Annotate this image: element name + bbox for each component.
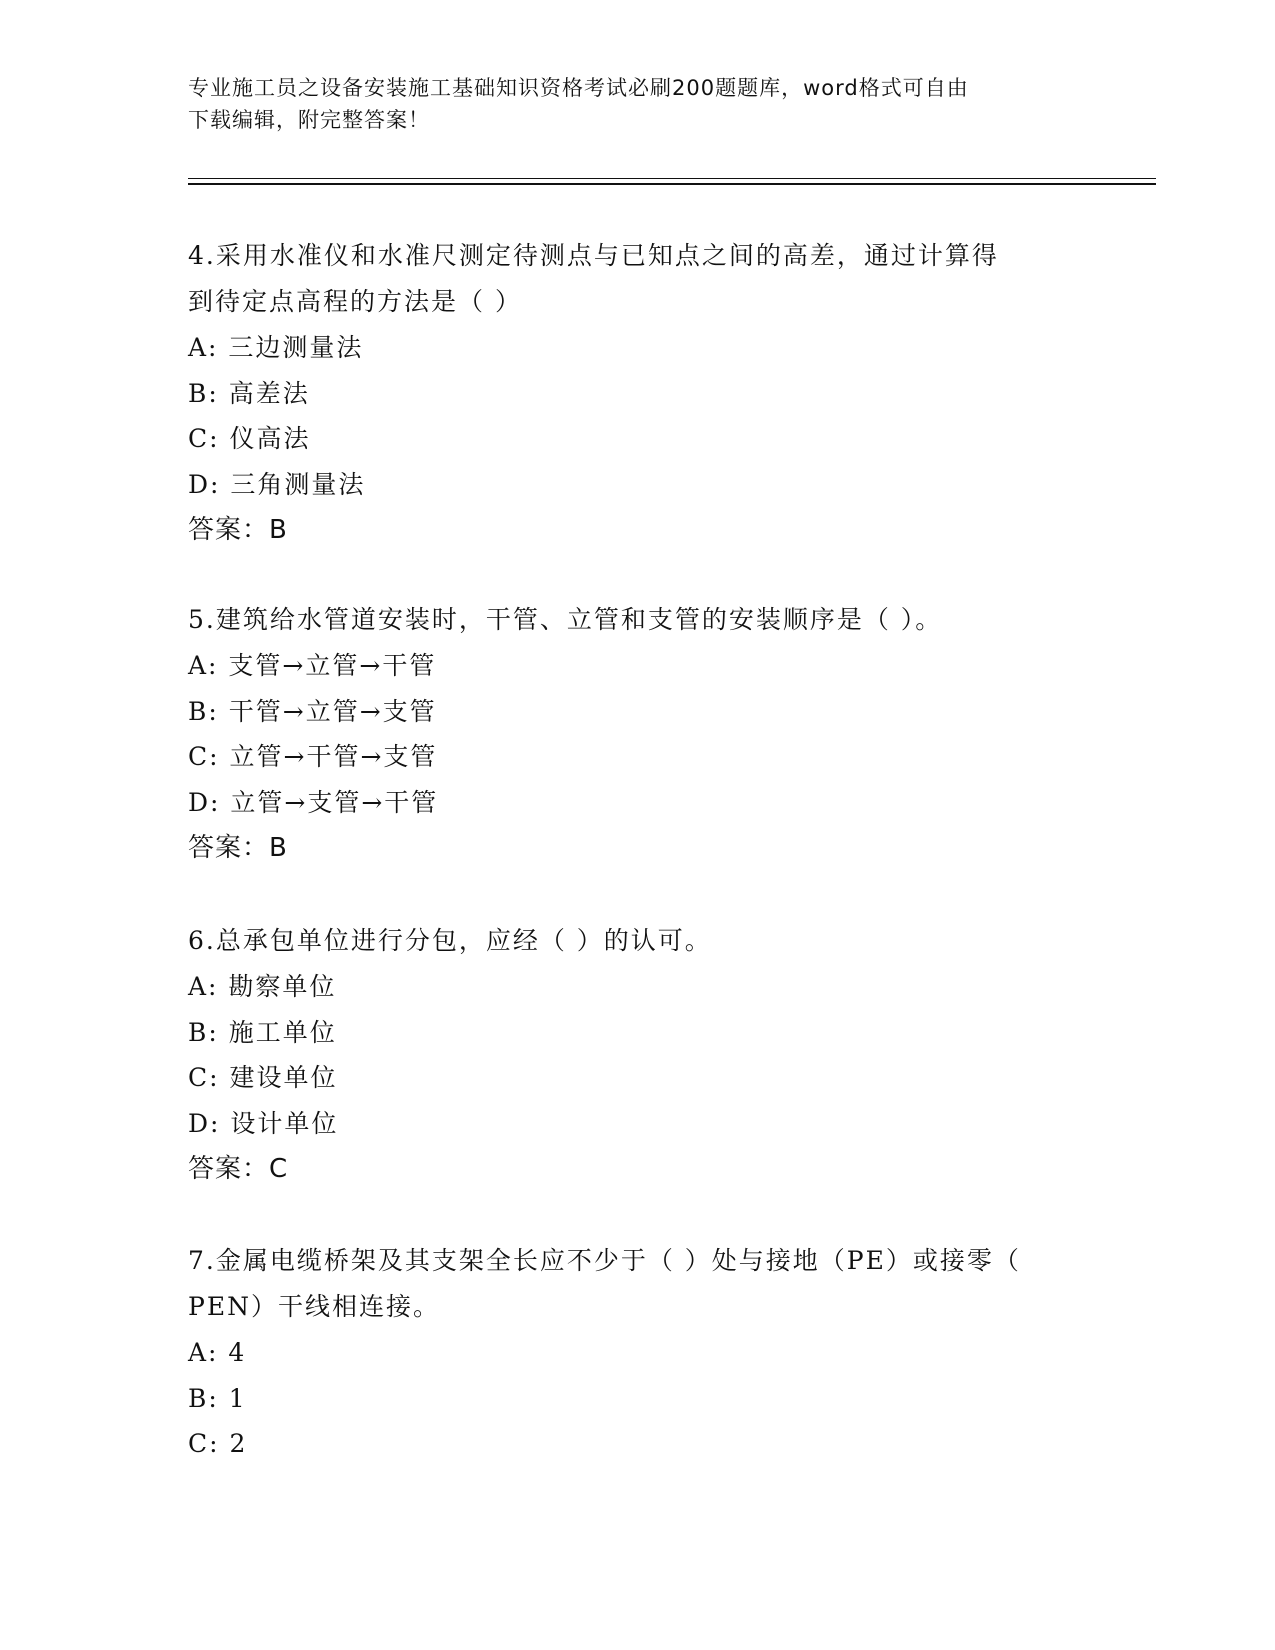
question-stem-line-1: 7.金属电缆桥架及其支架全长应不少于（ ）处与接地（PE）或接零（ [188, 1246, 1021, 1275]
question-6 [188, 918, 1088, 1192]
question-stem-line-1: 5.建筑给水管道安装时，干管、立管和支管的安装顺序是（ ）。 [188, 605, 943, 634]
option-d: D: 三角测量法 [188, 469, 366, 499]
answer-label: 答案：C [188, 1154, 289, 1184]
header-divider-bottom [188, 183, 1156, 185]
option-b: B: 1 [188, 1383, 247, 1413]
option-a: A: 4 [188, 1338, 247, 1367]
option-c: C: 仪高法 [188, 424, 311, 453]
option-d: D: 立管→支管→干管 [188, 787, 439, 817]
question-5 [188, 597, 1088, 871]
header-line-1: 专业施工员之设备安装施工基础知识资格考试必刷200题题库，word格式可自由 [188, 76, 969, 100]
option-c: C: 2 [188, 1429, 248, 1458]
option-c: C: 立管→干管→支管 [188, 742, 438, 771]
answer-label: 答案：B [188, 515, 288, 545]
option-a: A: 三边测量法 [188, 333, 364, 362]
question-4 [188, 233, 1088, 553]
option-a: A: 勘察单位 [188, 972, 337, 1001]
option-b: B: 高差法 [188, 378, 310, 408]
header-divider-top [188, 178, 1156, 179]
option-b: B: 干管→立管→支管 [188, 696, 437, 726]
option-d: D: 设计单位 [188, 1108, 339, 1138]
answer-label: 答案：B [188, 833, 288, 863]
header-line-2: 下载编辑，附完整答案！ [188, 108, 430, 132]
option-c: C: 建设单位 [188, 1063, 338, 1092]
option-a: A: 支管→立管→干管 [188, 651, 437, 680]
question-stem-line-2: 到待定点高程的方法是（ ） [188, 287, 522, 316]
option-b: B: 施工单位 [188, 1017, 337, 1047]
question-stem-line-2: PEN）干线相连接。 [188, 1292, 440, 1321]
question-stem-line-1: 6.总承包单位进行分包，应经（ ）的认可。 [188, 926, 712, 955]
question-7 [188, 1238, 1088, 1467]
document-header [188, 72, 1088, 136]
question-stem-line-1: 4.采用水准仪和水准尺测定待测点与已知点之间的高差，通过计算得 [188, 241, 999, 270]
